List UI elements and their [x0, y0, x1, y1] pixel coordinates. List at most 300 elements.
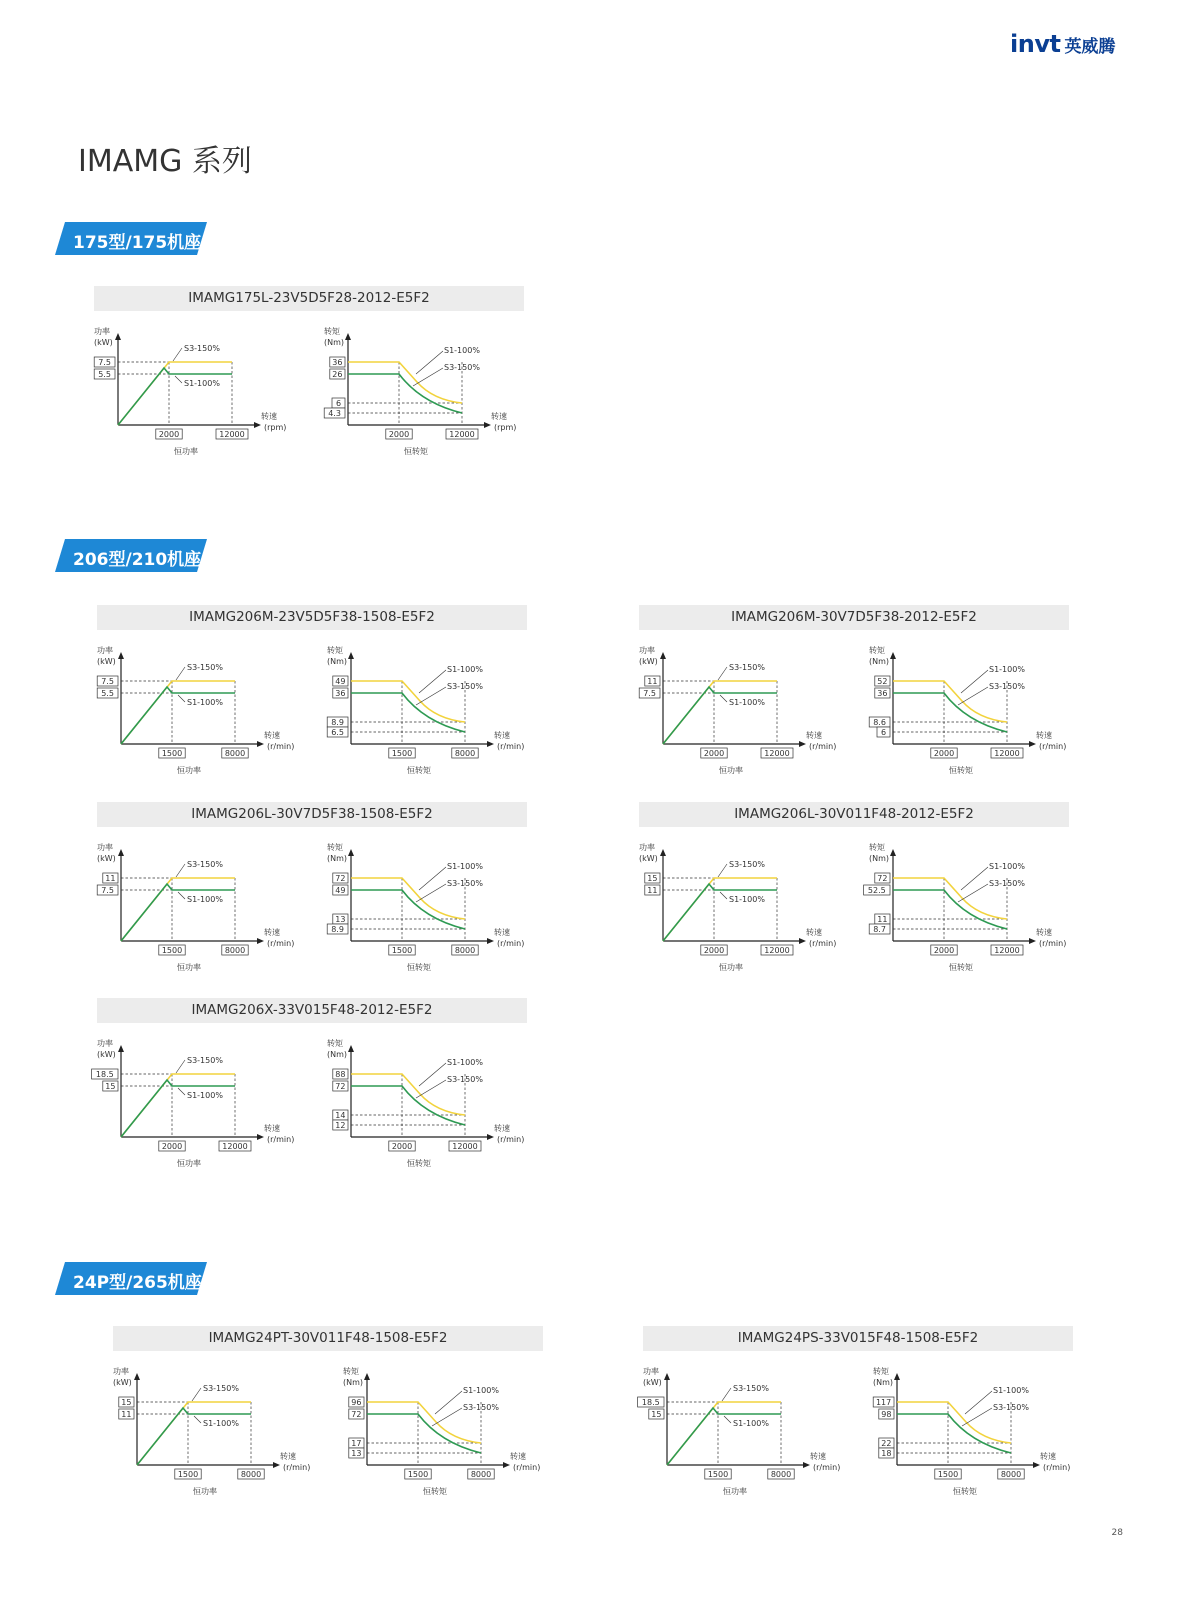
torque-chart [343, 1367, 548, 1506]
s3-power-curve [663, 681, 777, 744]
s3-label: S3-150% [187, 1056, 223, 1065]
power-s1-value: 7.5 [643, 689, 656, 698]
speed-unit: (r/min) [1043, 1463, 1071, 1472]
y-axis-arrow [115, 333, 121, 340]
page-title: IMAMG 系列 [78, 144, 252, 179]
power-s1-value: 7.5 [101, 886, 114, 895]
power-axis-unit: (kW) [94, 338, 113, 347]
torque-end2-value: 8.7 [873, 925, 886, 934]
s3-label: S3-150% [729, 663, 765, 672]
torque-axis-unit: (Nm) [327, 657, 348, 666]
torque-chart [327, 1039, 532, 1178]
s3-leader [176, 1060, 185, 1073]
torque-s3-value: 88 [335, 1070, 346, 1079]
s1-torque-curve [351, 1086, 465, 1125]
s3-label: S3-150% [463, 1403, 499, 1412]
power-chart [639, 843, 839, 982]
power-max-speed: 12000 [764, 749, 790, 758]
torque-s1-value: 72 [335, 1082, 346, 1091]
s3-label: S3-150% [729, 860, 765, 869]
torque-s3-value: 72 [335, 874, 346, 883]
logo-name: 英威腾 [1064, 36, 1116, 57]
torque-base-speed: 1500 [391, 749, 413, 758]
power-axis-label: 功率 [97, 646, 113, 655]
s1-leader [720, 695, 727, 702]
s3-power-curve [121, 878, 235, 941]
power-axis-unit: (kW) [97, 854, 116, 863]
x-axis-arrow [257, 1134, 264, 1140]
power-axis-unit: (kW) [113, 1378, 132, 1387]
speed-axis-label: 转速 [1036, 731, 1052, 740]
power-s3-value: 7.5 [101, 677, 114, 686]
model-name: IMAMG175L-23V5D5F28-2012-E5F2 [94, 286, 524, 311]
speed-unit: (r/min) [497, 742, 525, 751]
x-axis-arrow [799, 938, 806, 944]
y-axis-arrow [890, 652, 896, 659]
s3-label: S3-150% [187, 860, 223, 869]
s3-leader [176, 864, 185, 877]
s1-leader [175, 376, 182, 383]
power-axis-label: 功率 [639, 843, 655, 852]
y-axis-arrow [364, 1373, 370, 1380]
s3-leader [176, 667, 185, 680]
const-torque-label: 恒转矩 [949, 963, 973, 972]
s1-label: S1-100% [447, 1058, 483, 1067]
power-base-speed: 1500 [707, 1470, 729, 1479]
speed-unit: (r/min) [1039, 939, 1067, 948]
power-chart [641, 1367, 843, 1506]
s3-leader [718, 667, 727, 680]
s1-torque-curve [893, 890, 1007, 929]
model-name: IMAMG206M-30V7D5F38-2012-E5F2 [639, 605, 1069, 630]
s1-label: S1-100% [444, 346, 480, 355]
brand-logo [1010, 30, 1115, 58]
torque-axis-label: 转矩 [327, 843, 343, 852]
s3-power-curve [121, 681, 235, 744]
section-label: 206型/210机座 [73, 550, 202, 570]
model-name: IMAMG24PT-30V011F48-1508-E5F2 [113, 1326, 543, 1351]
torque-axis-label: 转矩 [869, 843, 885, 852]
speed-unit: (rpm) [494, 423, 517, 432]
y-axis-arrow [664, 1373, 670, 1380]
x-axis-arrow [1033, 1462, 1040, 1468]
torque-axis-label: 转矩 [327, 1039, 343, 1048]
const-torque-label: 恒转矩 [407, 963, 431, 972]
s3-leader [416, 884, 446, 902]
power-max-speed: 12000 [222, 1142, 248, 1151]
speed-axis-label: 转速 [510, 1452, 526, 1461]
const-torque-label: 恒转矩 [949, 766, 973, 775]
torque-base-speed: 1500 [407, 1470, 429, 1479]
s1-label: S1-100% [993, 1386, 1029, 1395]
torque-axis-unit: (Nm) [327, 854, 348, 863]
torque-base-speed: 1500 [391, 946, 413, 955]
power-s1-value: 11 [121, 1410, 132, 1419]
s3-leader [718, 864, 727, 877]
torque-axis-unit: (Nm) [343, 1378, 364, 1387]
torque-max-speed: 12000 [449, 430, 475, 439]
power-max-speed: 8000 [240, 1470, 262, 1479]
s3-power-curve [137, 1402, 251, 1465]
model-name: IMAMG206L-30V7D5F38-1508-E5F2 [97, 802, 527, 827]
model-name: IMAMG24PS-33V015F48-1508-E5F2 [643, 1326, 1073, 1351]
s3-leader [958, 884, 988, 902]
power-axis-unit: (kW) [643, 1378, 662, 1387]
torque-end1-value: 8.9 [331, 718, 344, 727]
s1-power-curve [121, 884, 235, 941]
x-axis-arrow [273, 1462, 280, 1468]
y-axis-arrow [660, 652, 666, 659]
s3-label: S3-150% [203, 1384, 239, 1393]
s3-power-curve [663, 878, 777, 941]
s1-torque-curve [367, 1414, 481, 1453]
s3-label: S3-150% [447, 1075, 483, 1084]
y-axis-arrow [118, 849, 124, 856]
speed-axis-label: 转速 [264, 928, 280, 937]
const-power-label: 恒功率 [719, 766, 743, 775]
s1-power-curve [118, 368, 232, 425]
s3-power-curve [121, 1074, 235, 1137]
s3-label: S3-150% [184, 344, 220, 353]
power-base-speed: 2000 [158, 430, 180, 439]
power-axis-unit: (kW) [639, 657, 658, 666]
s1-label: S1-100% [989, 862, 1025, 871]
speed-axis-label: 转速 [264, 731, 280, 740]
s3-label: S3-150% [993, 1403, 1029, 1412]
s3-leader [173, 348, 182, 361]
s1-leader [720, 892, 727, 899]
s1-leader [194, 1416, 201, 1423]
const-torque-label: 恒转矩 [423, 1487, 447, 1496]
power-axis-unit: (kW) [97, 1050, 116, 1059]
torque-base-speed: 2000 [388, 430, 410, 439]
speed-axis-label: 转速 [491, 412, 507, 421]
torque-s3-value: 36 [332, 358, 343, 367]
power-max-speed: 12000 [764, 946, 790, 955]
torque-s1-value: 26 [332, 370, 343, 379]
section-label: 24P型/265机座 [73, 1273, 202, 1293]
speed-axis-label: 转速 [261, 412, 277, 421]
x-axis-arrow [257, 741, 264, 747]
torque-chart [867, 843, 1074, 982]
s1-torque-curve [893, 693, 1007, 732]
s1-label: S1-100% [729, 895, 765, 904]
power-s3-value: 11 [647, 677, 658, 686]
torque-s3-value: 117 [875, 1398, 892, 1407]
const-power-label: 恒功率 [174, 447, 198, 456]
torque-base-speed: 2000 [933, 749, 955, 758]
speed-unit: (r/min) [283, 1463, 311, 1472]
section-tag-175 [55, 222, 207, 255]
power-s1-value: 5.5 [98, 370, 111, 379]
power-base-speed: 2000 [703, 946, 725, 955]
power-axis-unit: (kW) [97, 657, 116, 666]
power-axis-label: 功率 [94, 327, 110, 336]
model-name: IMAMG206M-23V5D5F38-1508-E5F2 [97, 605, 527, 630]
s1-label: S1-100% [184, 379, 220, 388]
power-s3-value: 18.5 [95, 1070, 114, 1079]
s1-torque-curve [351, 890, 465, 929]
torque-end2-value: 13 [351, 1449, 362, 1458]
const-torque-label: 恒转矩 [407, 766, 431, 775]
torque-end1-value: 13 [335, 915, 346, 924]
torque-base-speed: 1500 [937, 1470, 959, 1479]
const-power-label: 恒功率 [193, 1487, 217, 1496]
torque-max-speed: 8000 [470, 1470, 492, 1479]
s1-power-curve [137, 1408, 251, 1465]
x-axis-arrow [799, 741, 806, 747]
speed-axis-label: 转速 [494, 928, 510, 937]
speed-unit: (r/min) [813, 1463, 841, 1472]
speed-axis-label: 转速 [280, 1452, 296, 1461]
y-axis-arrow [118, 1045, 124, 1052]
power-s3-value: 7.5 [98, 358, 111, 367]
s1-power-curve [663, 687, 777, 744]
torque-axis-unit: (Nm) [869, 657, 890, 666]
s1-leader [178, 892, 185, 899]
torque-s1-value: 36 [877, 689, 888, 698]
s1-power-curve [663, 884, 777, 941]
x-axis-arrow [1029, 938, 1036, 944]
power-chart [97, 646, 297, 785]
section-label: 175型/175机座 [73, 233, 202, 253]
x-axis-arrow [254, 422, 261, 428]
torque-s1-value: 52.5 [867, 886, 886, 895]
s1-leader [178, 695, 185, 702]
s1-leader [178, 1088, 185, 1095]
torque-axis-label: 转矩 [327, 646, 343, 655]
power-chart [97, 843, 297, 982]
x-axis-arrow [1029, 741, 1036, 747]
speed-axis-label: 转速 [494, 1124, 510, 1133]
y-axis-arrow [348, 652, 354, 659]
torque-end1-value: 11 [877, 915, 888, 924]
torque-axis-unit: (Nm) [327, 1050, 348, 1059]
y-axis-arrow [890, 849, 896, 856]
torque-chart [324, 327, 529, 466]
s1-leader [724, 1416, 731, 1423]
torque-s1-value: 36 [335, 689, 346, 698]
torque-end2-value: 12 [335, 1121, 346, 1130]
torque-s1-value: 72 [351, 1410, 362, 1419]
x-axis-arrow [487, 741, 494, 747]
power-max-speed: 12000 [219, 430, 245, 439]
power-s1-value: 15 [105, 1082, 116, 1091]
s3-leader [962, 1408, 992, 1426]
const-torque-label: 恒转矩 [404, 447, 428, 456]
speed-unit: (r/min) [1039, 742, 1067, 751]
s3-leader [416, 1080, 446, 1098]
torque-end2-value: 4.3 [328, 409, 341, 418]
s1-torque-curve [897, 1414, 1011, 1453]
s3-power-curve [667, 1402, 781, 1465]
s3-leader [722, 1388, 731, 1401]
torque-max-speed: 8000 [1000, 1470, 1022, 1479]
model-name: IMAMG206X-33V015F48-2012-E5F2 [97, 998, 527, 1023]
s1-label: S1-100% [187, 698, 223, 707]
s1-label: S1-100% [989, 665, 1025, 674]
torque-s1-value: 98 [881, 1410, 892, 1419]
torque-s3-value: 49 [335, 677, 346, 686]
torque-end2-value: 6.5 [331, 728, 344, 737]
s1-label: S1-100% [203, 1419, 239, 1428]
speed-axis-label: 转速 [264, 1124, 280, 1133]
x-axis-arrow [487, 938, 494, 944]
power-axis-label: 功率 [97, 1039, 113, 1048]
y-axis-arrow [348, 1045, 354, 1052]
torque-end1-value: 8.6 [873, 718, 886, 727]
torque-end2-value: 18 [881, 1449, 892, 1458]
power-axis-label: 功率 [639, 646, 655, 655]
s3-label: S3-150% [989, 879, 1025, 888]
s1-power-curve [121, 1080, 235, 1137]
s3-label: S3-150% [447, 879, 483, 888]
torque-max-speed: 12000 [994, 946, 1020, 955]
torque-chart [327, 843, 532, 982]
torque-max-speed: 8000 [454, 946, 476, 955]
y-axis-arrow [134, 1373, 140, 1380]
torque-base-speed: 2000 [933, 946, 955, 955]
s3-label: S3-150% [733, 1384, 769, 1393]
power-s1-value: 15 [651, 1410, 662, 1419]
x-axis-arrow [803, 1462, 810, 1468]
torque-axis-label: 转矩 [869, 646, 885, 655]
torque-end1-value: 14 [335, 1111, 346, 1120]
const-power-label: 恒功率 [719, 963, 743, 972]
torque-end2-value: 8.9 [331, 925, 344, 934]
section-tag-24p [55, 1262, 207, 1295]
power-base-speed: 2000 [161, 1142, 183, 1151]
s3-leader [958, 687, 988, 705]
y-axis-arrow [348, 849, 354, 856]
power-base-speed: 2000 [703, 749, 725, 758]
speed-unit: (r/min) [513, 1463, 541, 1472]
torque-axis-label: 转矩 [343, 1367, 359, 1376]
torque-s1-value: 49 [335, 886, 346, 895]
speed-unit: (r/min) [497, 939, 525, 948]
power-s3-value: 15 [121, 1398, 132, 1407]
s1-label: S1-100% [447, 862, 483, 871]
s1-torque-curve [351, 693, 465, 732]
s1-label: S1-100% [447, 665, 483, 674]
speed-unit: (r/min) [267, 1135, 295, 1144]
torque-axis-unit: (Nm) [869, 854, 890, 863]
speed-unit: (r/min) [497, 1135, 525, 1144]
torque-axis-label: 转矩 [873, 1367, 889, 1376]
const-power-label: 恒功率 [723, 1487, 747, 1496]
torque-end1-value: 22 [881, 1439, 892, 1448]
power-axis-label: 功率 [97, 843, 113, 852]
speed-unit: (r/min) [267, 939, 295, 948]
power-axis-label: 功率 [643, 1367, 659, 1376]
s3-label: S3-150% [989, 682, 1025, 691]
const-torque-label: 恒转矩 [953, 1487, 977, 1496]
torque-chart [869, 646, 1074, 785]
power-chart [113, 1367, 313, 1506]
power-base-speed: 1500 [161, 946, 183, 955]
y-axis-arrow [660, 849, 666, 856]
torque-s3-value: 52 [877, 677, 888, 686]
speed-unit: (r/min) [809, 939, 837, 948]
speed-unit: (r/min) [809, 742, 837, 751]
speed-axis-label: 转速 [494, 731, 510, 740]
s3-leader [192, 1388, 201, 1401]
speed-axis-label: 转速 [806, 928, 822, 937]
s1-power-curve [667, 1408, 781, 1465]
torque-axis-label: 转矩 [324, 327, 340, 336]
torque-max-speed: 12000 [994, 749, 1020, 758]
x-axis-arrow [484, 422, 491, 428]
power-s1-value: 5.5 [101, 689, 114, 698]
torque-max-speed: 8000 [454, 749, 476, 758]
power-s3-value: 18.5 [641, 1398, 660, 1407]
y-axis-arrow [894, 1373, 900, 1380]
torque-axis-unit: (Nm) [873, 1378, 894, 1387]
s1-label: S1-100% [733, 1419, 769, 1428]
const-power-label: 恒功率 [177, 963, 201, 972]
s1-label: S1-100% [729, 698, 765, 707]
page-number: 28 [1111, 1528, 1123, 1538]
torque-chart [327, 646, 532, 785]
power-axis-label: 功率 [113, 1367, 129, 1376]
const-power-label: 恒功率 [177, 1159, 201, 1168]
power-max-speed: 8000 [770, 1470, 792, 1479]
y-axis-arrow [345, 333, 351, 340]
speed-unit: (r/min) [267, 742, 295, 751]
speed-axis-label: 转速 [1040, 1452, 1056, 1461]
section-tag-206 [55, 539, 207, 572]
x-axis-arrow [487, 1134, 494, 1140]
power-s3-value: 11 [105, 874, 116, 883]
power-axis-unit: (kW) [639, 854, 658, 863]
const-power-label: 恒功率 [177, 766, 201, 775]
s1-label: S1-100% [463, 1386, 499, 1395]
s3-label: S3-150% [187, 663, 223, 672]
torque-end1-value: 17 [351, 1439, 362, 1448]
s1-torque-curve [348, 374, 462, 413]
s1-label: S1-100% [187, 895, 223, 904]
power-chart [94, 327, 294, 466]
torque-chart [873, 1367, 1078, 1506]
speed-axis-label: 转速 [1036, 928, 1052, 937]
power-s1-value: 11 [647, 886, 658, 895]
power-max-speed: 8000 [224, 749, 246, 758]
torque-end2-value: 6 [880, 728, 887, 737]
s3-leader [416, 687, 446, 705]
power-max-speed: 8000 [224, 946, 246, 955]
torque-end1-value: 6 [335, 399, 342, 408]
speed-axis-label: 转速 [810, 1452, 826, 1461]
const-torque-label: 恒转矩 [407, 1159, 431, 1168]
torque-base-speed: 2000 [391, 1142, 413, 1151]
logo-mark: invt [1010, 30, 1061, 58]
power-base-speed: 1500 [161, 749, 183, 758]
speed-axis-label: 转速 [806, 731, 822, 740]
torque-axis-unit: (Nm) [324, 338, 345, 347]
torque-s3-value: 72 [877, 874, 888, 883]
x-axis-arrow [503, 1462, 510, 1468]
s3-label: S3-150% [444, 363, 480, 372]
s1-power-curve [121, 687, 235, 744]
power-s3-value: 15 [647, 874, 658, 883]
power-base-speed: 1500 [177, 1470, 199, 1479]
model-name: IMAMG206L-30V011F48-2012-E5F2 [639, 802, 1069, 827]
power-chart [95, 1039, 297, 1178]
torque-s3-value: 96 [351, 1398, 362, 1407]
s3-label: S3-150% [447, 682, 483, 691]
x-axis-arrow [257, 938, 264, 944]
y-axis-arrow [118, 652, 124, 659]
